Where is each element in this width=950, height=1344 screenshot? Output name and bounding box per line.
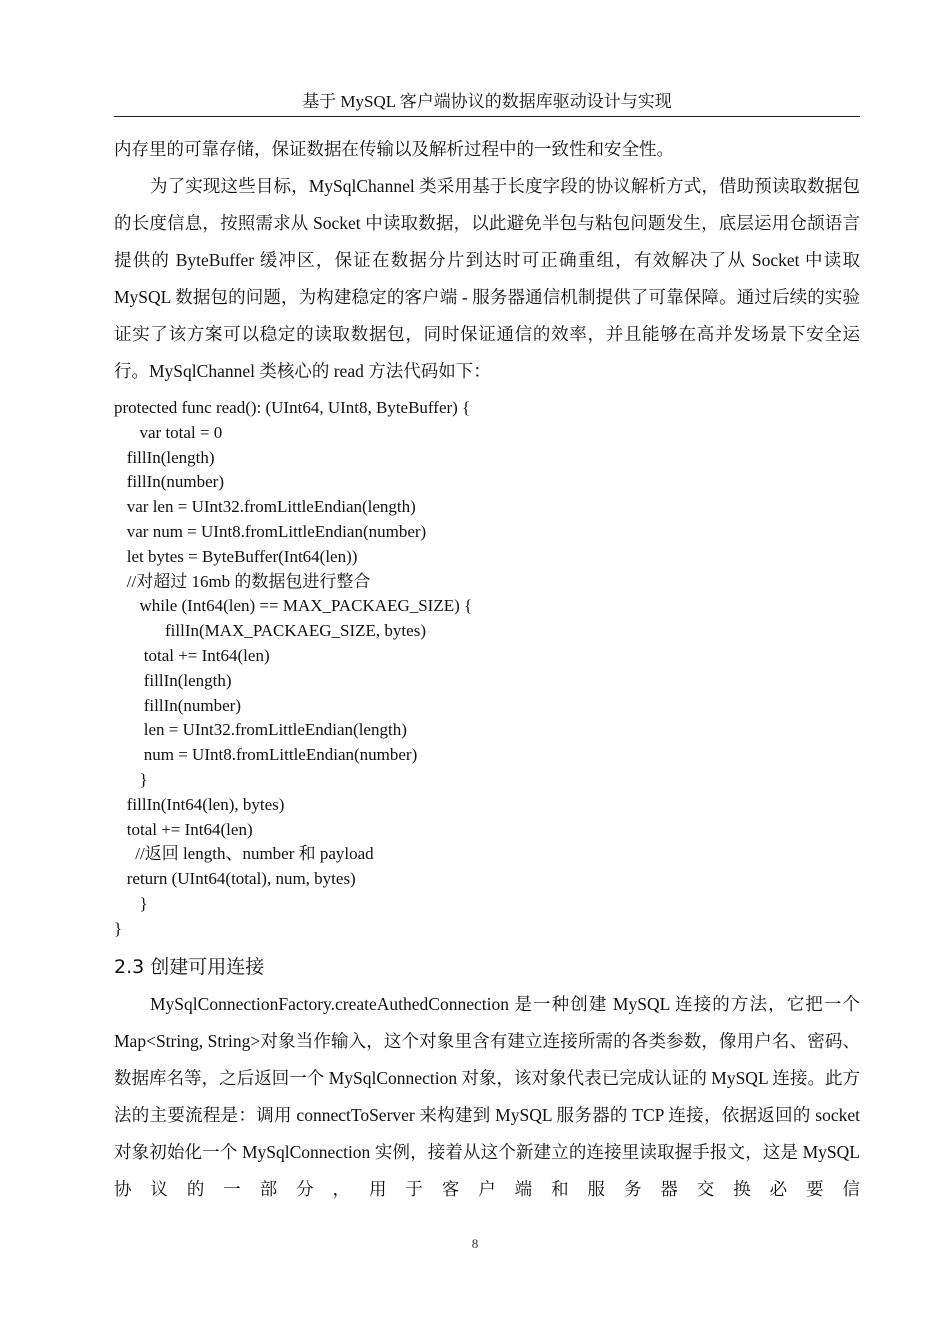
code-line: len = UInt32.fromLittleEndian(length) (114, 720, 407, 740)
code-line: var total = 0 (114, 422, 223, 442)
code-line: let bytes = ByteBuffer(Int64(len)) (114, 546, 358, 566)
code-line: } (114, 918, 123, 938)
code-line: fillIn(number) (114, 472, 224, 492)
code-line: fillIn(length) (114, 670, 232, 690)
code-line: fillIn(MAX_PACKAEG_SIZE, bytes) (114, 621, 426, 641)
section-heading: 2.3 创建可用连接 (114, 956, 265, 978)
paragraph-connection-factory: MySqlConnectionFactory.createAuthedConnection 是一种创建 MySQL 连接的方法，它把一个 Map<String, String>对象当作输入，这个对象里含有建立连接所需的各类参数，像用户名、密码、数据库名等，之后返回一个 MySqlConnection 对象，该对象代表已完成认证的 MySQL 连接。此方法的主要流程是：调用 connectToServer 来构建到 MySQL 服务器的 TCP 连接，依据返回的 socket 对象初始化一个 MySqlConnection 实例，接着从这个新建立的连接里读取握手报文，这是 MySQL 协议的一部分，用于客户端和服务器交换必要信 (114, 994, 860, 1199)
code-line: total += Int64(len) (114, 819, 253, 839)
code-line: } (114, 893, 148, 913)
page-number: 8 (471, 1236, 479, 1251)
paragraph-continuation: 内存里的可靠存储，保证数据在传输以及解析过程中的一致性和安全性。 (114, 139, 674, 159)
code-line: fillIn(number) (114, 695, 241, 715)
code-line: } (114, 769, 148, 789)
code-comment-line: //返回 length、number 和 payload (114, 844, 374, 864)
code-line: return (UInt64(total), num, bytes) (114, 869, 356, 889)
paragraph-channel-design: 为了实现这些目标，MySqlChannel 类采用基于长度字段的协议解析方式，借助预读取数据包的长度信息，按照需求从 Socket 中读取数据，以此避免半包与粘包问题发生，底层运用仓颉语言提供的 ByteBuffer 缓冲区，保证在数据分片到达时可正确重组，有效解决了从 Socket 中读取 MySQL 数据包的问题，为构建稳定的客户端 - 服务器通信机制提供了可靠保障。通过后续的实验证实了该方案可以稳定的读取数据包，同时保证通信的效率，并且能够在高并发场景下安全运行。MySqlChannel 类核心的 read 方法代码如下： (114, 176, 860, 381)
code-line: var num = UInt8.fromLittleEndian(number) (114, 521, 427, 541)
code-line: fillIn(length) (114, 447, 215, 467)
code-comment-line: //对超过 16mb 的数据包进行整合 (114, 571, 371, 591)
code-line: while (Int64(len) == MAX_PACKAEG_SIZE) { (114, 596, 473, 616)
code-line: var len = UInt32.fromLittleEndian(length) (114, 497, 416, 517)
code-line: fillIn(Int64(len), bytes) (114, 794, 285, 814)
running-header: 基于 MySQL 客户端协议的数据库驱动设计与实现 (114, 88, 860, 117)
code-line: total += Int64(len) (114, 645, 270, 665)
code-listing-read (114, 396, 860, 942)
code-line: num = UInt8.fromLittleEndian(number) (114, 745, 418, 765)
code-line: protected func read(): (UInt64, UInt8, ByteBuffer) { (114, 398, 471, 417)
